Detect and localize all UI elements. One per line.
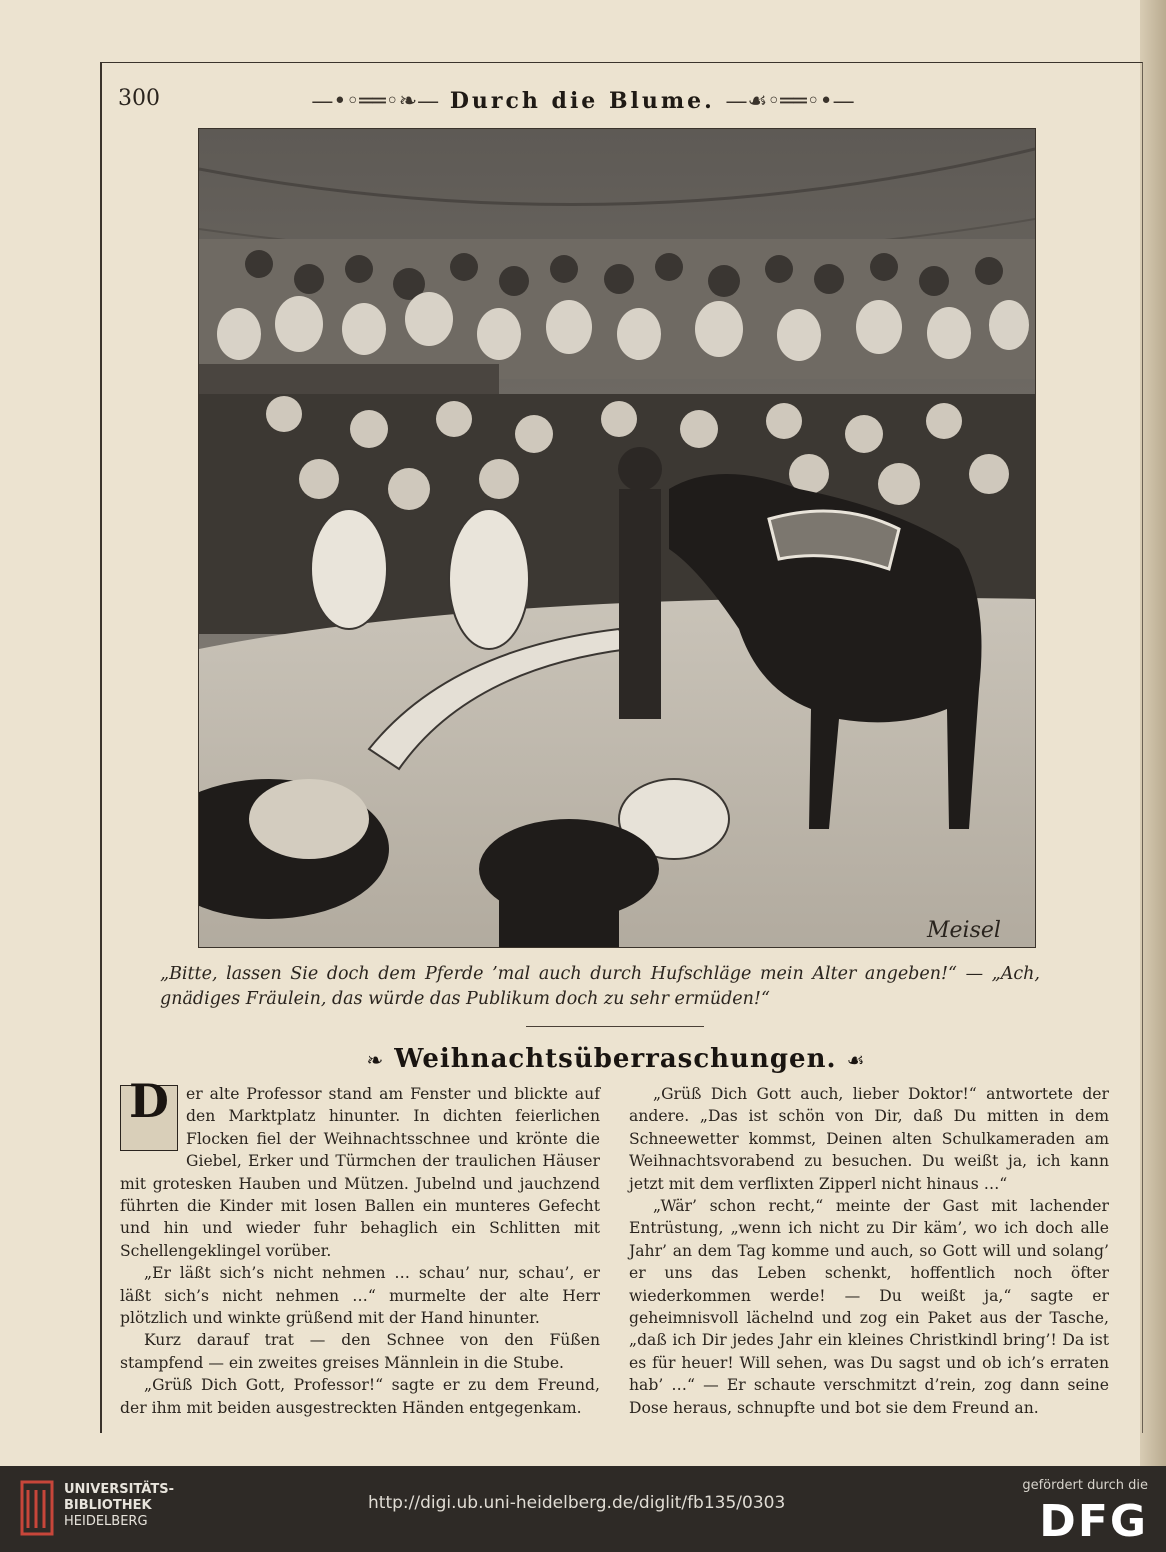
illustration-drawing xyxy=(199,129,1035,947)
library-logo-icon xyxy=(20,1480,54,1536)
title-ornament-right: ☙ xyxy=(846,1048,866,1072)
ornament-right: —☙◦══◦•— xyxy=(725,89,855,114)
illustration-caption: „Bitte, lassen Sie doch dem Pferde ’mal auch durch Hufschläge mein Alter angeben!“ — „Ach, gnädiges Fräulein, das würde das Publikum doch zu sehr ermüden!“ xyxy=(160,964,1040,1009)
library-name-line: HEIDELBERG xyxy=(64,1514,148,1529)
library-name-line: UNIVERSITÄTS- xyxy=(64,1482,174,1497)
article-title xyxy=(0,1044,1166,1074)
permalink-url[interactable]: http://digi.ub.uni-heidelberg.de/diglit/fb135/0303 xyxy=(368,1493,786,1513)
running-title: Durch die Blume. xyxy=(449,88,715,114)
circus-illustration xyxy=(198,128,1036,948)
paragraph: „Grüß Dich Gott auch, lieber Doktor!“ antwortete der andere. „Das ist schön von Dir, daß Du mitten in dem Schneewetter kommst, Deinen alten Schulkameraden am Weihnachtsvorabend zu besuchen. Du weißt ja, ich kann jetzt mit dem verflixten Zipperl nicht hinaus …“ xyxy=(629,1085,1109,1193)
funding-label: gefördert durch die xyxy=(1022,1478,1148,1493)
title-ornament-left: ❧ xyxy=(366,1048,385,1072)
paragraph: Kurz darauf trat — den Schnee von den Füßen stampfend — ein zweites greises Männlein in die Stube. xyxy=(120,1331,600,1372)
article-column-right xyxy=(629,1083,1109,1419)
paragraph xyxy=(120,1074,600,1262)
library-name xyxy=(64,1482,174,1530)
paragraph: „Wär’ schon recht,“ meinte der Gast mit lachender Entrüstung, „wenn ich nicht zu Dir käm’, wo ich doch alle Jahr’ an dem Tag komme und auch, so Gott will und solang’ er uns das Leben schenkt, hoffentlich noch öfter wiederkommen werde! — Du weißt ja,“ sagte er geheimnisvoll lächelnd und zog ein Paket aus der Tasche, „daß ich Dir jedes Jahr ein kleines Christkindl bring’! Da ist es für heuer! Will sehen, was Du sagst und ob ich’s erraten hab’ …“ — Er schaute verschmitzt d’rein, zog dann seine Dose heraus, schnupfte und bot sie dem Freund an. xyxy=(629,1197,1109,1417)
running-head xyxy=(0,88,1166,114)
dropcap-letter: D xyxy=(129,1074,169,1128)
paragraph: „Grüß Dich Gott, Professor!“ sagte er zu dem Freund, der ihm mit beiden ausgestreckten Händen entgegenkam. xyxy=(120,1376,600,1417)
library-name-line: BIBLIOTHEK xyxy=(64,1498,152,1513)
dropcap xyxy=(120,1074,178,1151)
article-title-text: Weihnachtsüberraschungen. xyxy=(394,1044,837,1074)
ornament-left: —•◦══◦❧— xyxy=(311,89,440,114)
page-edge xyxy=(1140,0,1166,1466)
paragraph: „Er läßt sich’s nicht nehmen … schau’ nur, schau’, er läßt sich’s nicht nehmen …“ murmelte der alte Herr plötzlich und winkte grüßend mit der Hand hinunter. xyxy=(120,1264,600,1328)
dfg-logo: DFG xyxy=(1039,1496,1148,1547)
section-rule xyxy=(526,1026,704,1027)
paragraph-text: er alte Professor stand am Fenster und blickte auf den Marktplatz hinunter. In dichten feierlichen Flocken fiel der Weihnachtsschnee und krönte die Giebel, Erker und Türmchen der traulichen Häuser mit grotesken Hauben und Mützen. Jubelnd und jauchzend führten die Kinder mit losen Ballen ein munteres Gefecht und hin und wieder fuhr behaglich ein Schlitten mit Schellengeklingel vorüber. xyxy=(120,1085,600,1260)
artist-signature: Meisel xyxy=(927,918,1001,943)
article-column-left xyxy=(120,1074,600,1419)
page-number: 300 xyxy=(118,86,160,111)
